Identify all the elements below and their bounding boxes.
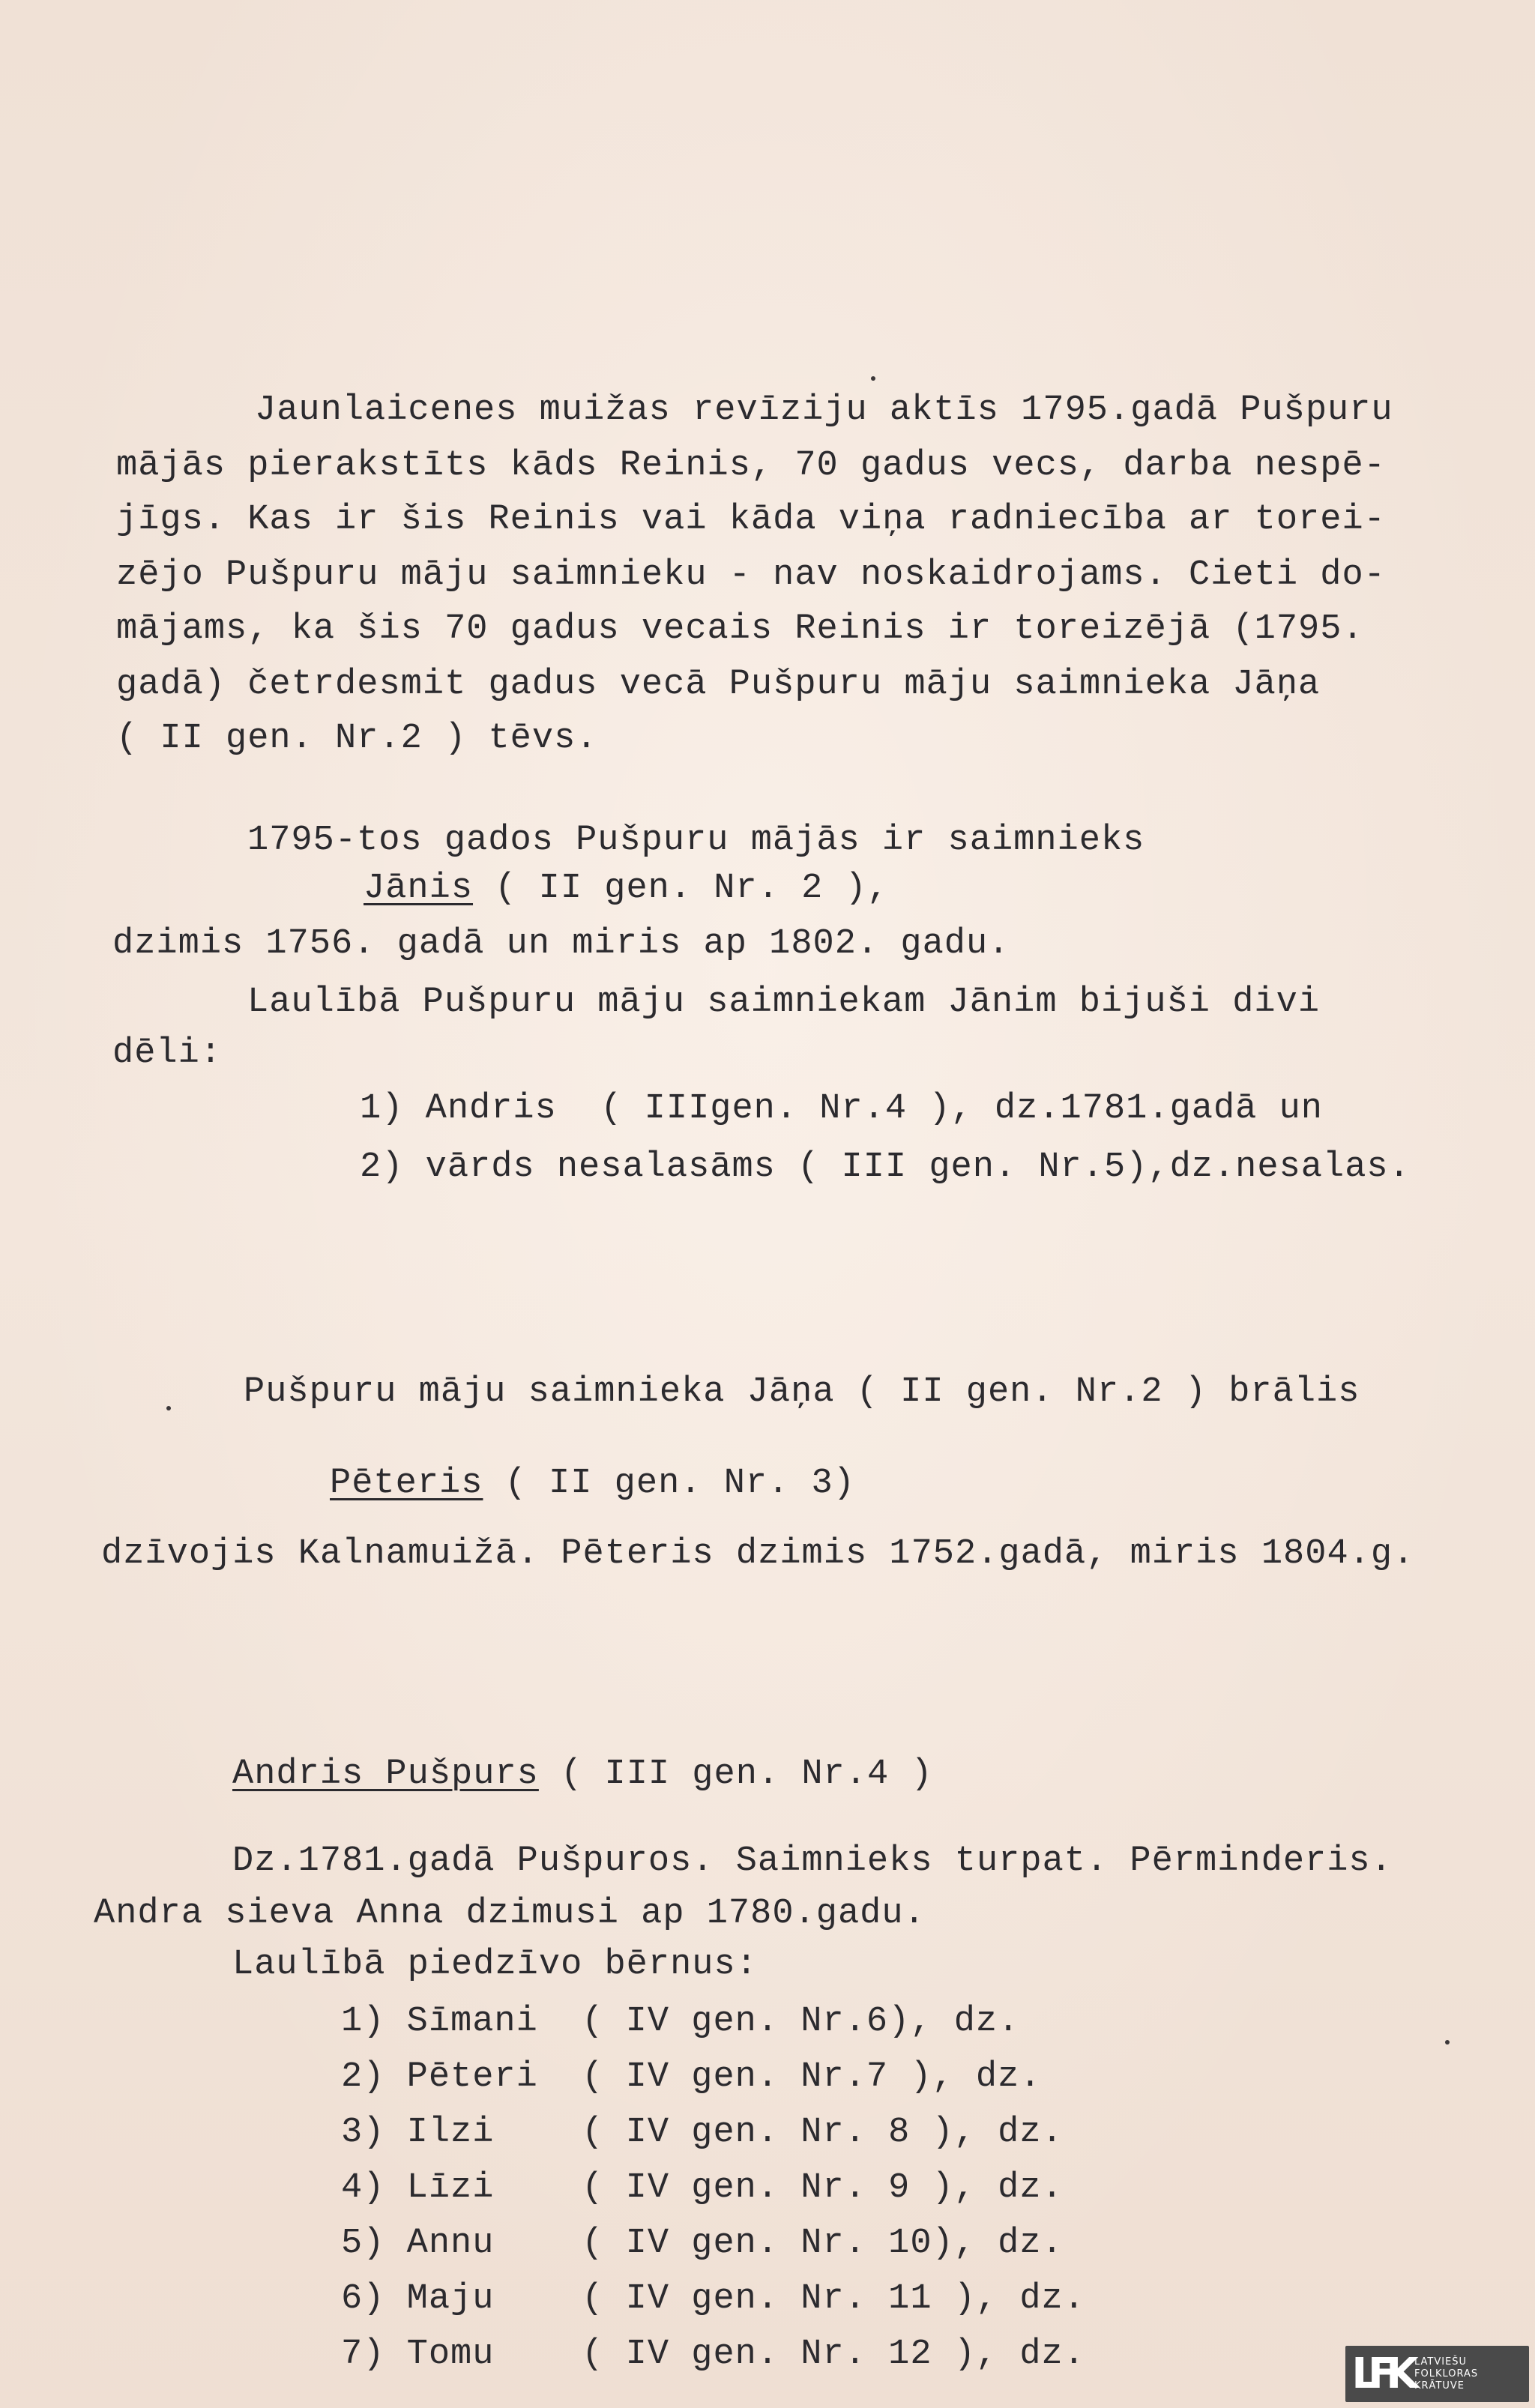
janis-name-line [364, 868, 889, 910]
paragraph1-line-1: Jaunlaicenes muižas revīziju aktīs 1795.gadā Pušpuru [255, 390, 1393, 430]
child-6: 6) Maju ( IV gen. Nr. 11 ), dz. [341, 2279, 1085, 2319]
lfk-logo-icon: LFK [1351, 2350, 1408, 2398]
janis-name-ref: ( II gen. Nr. 2 ), [473, 869, 889, 908]
child-4: 4) Līzi ( IV gen. Nr. 9 ), dz. [341, 2168, 1064, 2208]
archive-name-line-1: LATVIEŠU [1414, 2356, 1468, 2368]
andris-heading-ref: ( III gen. Nr.4 ) [538, 1754, 933, 1794]
peteris-name-line [330, 1463, 855, 1505]
janis-born: dzimis 1756. gadā un miris ap 1802. gadu. [112, 924, 1010, 964]
archive-name-line-2: FOLKLORAS [1414, 2368, 1479, 2380]
peteris-name-ref: ( II gen. Nr. 3) [483, 1464, 855, 1503]
andris-heading: Andris Pušpurs [232, 1754, 539, 1794]
paragraph1-line-7: ( II gen. Nr.2 ) tēvs. [116, 719, 598, 758]
ink-speck [166, 1406, 171, 1410]
janis-intro: 1795-tos gados Pušpuru mājās ir saimnieks [247, 821, 1145, 860]
ink-speck [1445, 2040, 1450, 2045]
ink-speck [871, 376, 875, 381]
andris-line-2: Andra sieva Anna dzimusi ap 1780.gadu. [94, 1894, 926, 1934]
janis-marriage-line-1: Laulībā Pušpuru māju saimniekam Jānim bijuši divi [247, 983, 1321, 1022]
andris-line-3: Laulībā piedzīvo bērnus: [232, 1945, 758, 1985]
child-2: 2) Pēteri ( IV gen. Nr.7 ), dz. [341, 2057, 1042, 2097]
andris-line-1: Dz.1781.gadā Pušpuros. Saimnieks turpat. Pērminderis. [232, 1841, 1393, 1881]
child-3: 3) Ilzi ( IV gen. Nr. 8 ), dz. [341, 2113, 1064, 2152]
janis-son-1: 1) Andris ( IIIgen. Nr.4 ), dz.1781.gadā un [360, 1089, 1324, 1129]
child-7: 7) Tomu ( IV gen. Nr. 12 ), dz. [341, 2335, 1085, 2374]
paragraph1-line-5: mājams, ka šis 70 gadus vecais Reinis ir toreizējā (1795. [116, 609, 1364, 649]
paragraph1-line-4: zējo Pušpuru māju saimnieku - nav noskaidrojams. Cieti do- [116, 555, 1386, 595]
paragraph1-line-2: mājās pierakstīts kāds Reinis, 70 gadus vecs, darba nespē- [116, 446, 1386, 486]
archive-name [1414, 2356, 1478, 2392]
peteris-name: Pēteris [330, 1464, 483, 1503]
child-5: 5) Annu ( IV gen. Nr. 10), dz. [341, 2224, 1064, 2263]
janis-name: Jānis [364, 869, 474, 908]
archive-name-line-3: KRĀTUVE [1414, 2380, 1465, 2392]
janis-son-2: 2) vārds nesalasāms ( III gen. Nr.5),dz.nesalas. [360, 1147, 1411, 1187]
peteris-intro: Pušpuru māju saimnieka Jāņa ( II gen. Nr.2 ) brālis [244, 1372, 1360, 1412]
peteris-detail: dzīvojis Kalnamuižā. Pēteris dzimis 1752.gadā, miris 1804.g. [101, 1534, 1415, 1574]
child-1: 1) Sīmani ( IV gen. Nr.6), dz. [341, 2002, 1020, 2042]
andris-heading-line [232, 1754, 933, 1796]
paragraph1-line-6: gadā) četrdesmit gadus vecā Pušpuru māju saimnieka Jāņa [116, 665, 1321, 704]
janis-marriage-line-2: dēli: [112, 1033, 223, 1073]
archive-watermark [1345, 2346, 1529, 2402]
paragraph1-line-3: jīgs. Kas ir šis Reinis vai kāda viņa radniecība ar torei- [116, 500, 1386, 540]
